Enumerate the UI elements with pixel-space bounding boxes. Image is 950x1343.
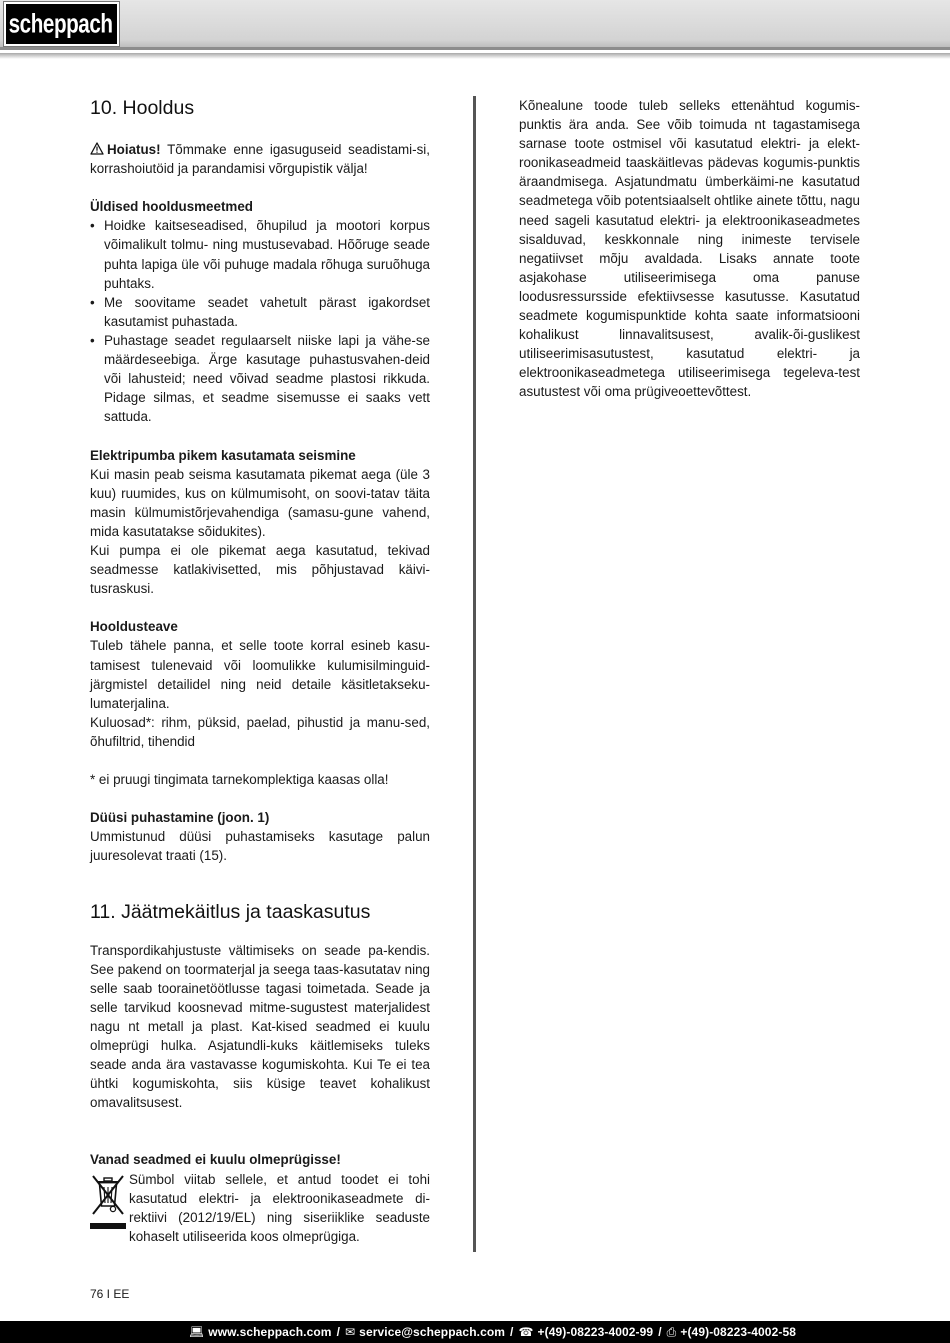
fax-icon: ⎙ (666, 1324, 677, 1339)
service-paragraph-2: Kuluosad*: rihm, püksid, paelad, pihustid ja manu-sed, õhufiltrid, tihendid (90, 714, 430, 749)
section-10-title: 10. Hooldus (90, 97, 195, 119)
envelope-icon: ✉︎ (345, 1325, 356, 1339)
storage-heading: Elektripumba pikem kasutamata seismine (90, 447, 356, 463)
footer-separator: / (336, 1325, 341, 1339)
header-shadow (0, 53, 950, 59)
warning-text: Tõmmake enne igasuguseid seadistami-si, korrashoiutöid ja parandamisi võrgupistik välja! (90, 142, 430, 177)
storage-paragraph-1: Kui masin peab seisma kasutamata pikemat aega (üle 3 kuu) ruumides, kus on külmumisoht, on soovi-tatav täita masin külmumistõrjevahendiga (samasu-gune vahend, mida kasutatakse sõidukites). (90, 466, 430, 539)
list-item: • Hoidke kaitseseadised, õhupilud ja mootori korpus võimalikult tolmu- ning mustusevabad. Hõõruge seade puhta lapiga üle või puhuge madala rõhuga suruõhuga puhtaks. (90, 216, 430, 292)
page-header (0, 0, 950, 50)
column-divider (473, 96, 476, 1252)
footer-email[interactable]: service@scheppach.com (359, 1325, 506, 1339)
warning-triangle-icon (90, 142, 104, 155)
warning-label: Hoiatus! (107, 142, 161, 157)
disposal-continued-paragraph: Kõnealune toode tuleb selleks ettenähtud kogumis-punktis ära anda. See võib toimuda nt tagastamisega sarnase toote ostmisel või kasutatud elektri- ja elekt-roonikaseadmeid taaskäitlevas pädevas kogumis-punktis äraandmisega. Asjatundmatu ümberkäimi-ne kasutatud seadmetega võib potentsiaalselt ohtlike ainete tõttu, nagu need sageli kasutatud elektri- ja elektroonikaseadmetes sisalduvad, keskkonnale ning inimeste tervisele negatiivset mõju avaldada. Lisaks annate toote asjakohase utiliseerimisega oma panuse loodusressursside efektiivsesse kasutusse. Kasutatud seadmete kogumispunktide kohta saate informatsiooni kohalikust linnavalitsusest, avalik-õi-guslikest utiliseerimisasutustest, kasutatud elektri- ja elektroonikaseadmetega utiliseerimisega tegeleva-test asutustest või oma prügiveoettevõttest. (519, 98, 860, 400)
general-maintenance-heading: Üldised hooldusmeetmed (90, 199, 253, 215)
weee-block (90, 1170, 430, 1246)
scheppach-logo (4, 2, 119, 46)
crossed-bin-icon (90, 1172, 126, 1232)
computer-icon: 💻︎ (188, 1325, 205, 1339)
nozzle-cleaning-heading: Düüsi puhastamine (joon. 1) (90, 810, 270, 826)
footer-separator: / (510, 1325, 514, 1339)
logo-wordmark (9, 6, 114, 42)
logo-text: scheppach (9, 10, 113, 40)
telephone-icon: ☎ (518, 1325, 534, 1339)
service-info-heading: Hooldusteave (90, 619, 178, 635)
list-item: • Puhastage seadet regulaarselt niiske lapi ja vähe-se määrdeseebiga. Ärge kasutage puhastusvahen-deid või lahusteid; need võivad seadme plastosi rikkuda. Pidage silmas, et seadme sisemusse ei saaks vett sattuda. (90, 331, 430, 426)
weee-heading: Vanad seadmed ei kuulu olmeprügisse! (90, 1152, 341, 1168)
general-maintenance-list (90, 216, 430, 426)
weee-text: Sümbol viitab sellele, et antud toodet ei tohi kasutatud elektri- ja elektroonikaseadmete di-rektiivi (2012/19/EL) ning siseriiklike seaduste kohaselt utiliseerida koos olmeprügiga. (129, 1171, 430, 1244)
service-paragraph-1: Tuleb tähele panna, et selle toote korral esineb kasu-tamisest tulenevaid või loomulikke kulumisilminguid-järgmistel detailidel ning neid detaile käsitletakseku-lumaterjalina. (90, 638, 430, 711)
page-number: 76 I EE (90, 1287, 130, 1301)
footer-web[interactable]: www.scheppach.com (208, 1325, 332, 1339)
left-column (90, 96, 430, 1246)
weee-symbol (90, 1172, 126, 1232)
list-item: • Me soovitame seadet vahetult pärast igakordset kasutamist puhastada. (90, 293, 430, 331)
warning-paragraph (90, 140, 430, 178)
right-column (519, 96, 860, 402)
footer-separator: / (658, 1325, 662, 1339)
storage-paragraph-2: Kui pumpa ei ole pikemat aega kasutatud, tekivad seadmesse katlakivisetted, mis põhjustavad käivi-tusraskusi. (90, 542, 430, 597)
section-11-title: 11. Jäätmekäitlus ja taaskasutus (90, 900, 371, 923)
nozzle-cleaning-paragraph: Ummistunud düüsi puhastamiseks kasutage palun juuresolevat traati (15). (90, 829, 430, 864)
footnote: * ei pruugi tingimata tarnekomplektiga kaasas olla! (90, 772, 389, 788)
disposal-paragraph: Transpordikahjustuste vältimiseks on seade pa-kendis. See pakend on toormaterjal ja seega taas-kasutatav ning selle saab toorainetöötlusse tagasi toimetada. Seade ja selle tarvikud koosnevad mitme-sugustest materjalidest nagu nt metall ja plast. Kat-kised seadmed ei kuulu olmeprügi hulka. Asjatundli-kuks käitlemiseks tuleks seade anda ära vastavasse kogumiskohta. Kui Te ei tea ühtki kogumiskohta, siis küsige teavet kohalikust omavalitsusest. (90, 942, 430, 1111)
footer-fax: +(49)-08223-4002-58 (680, 1325, 796, 1339)
page-footer (0, 1321, 950, 1343)
footer-phone: +(49)-08223-4002-99 (537, 1325, 654, 1339)
